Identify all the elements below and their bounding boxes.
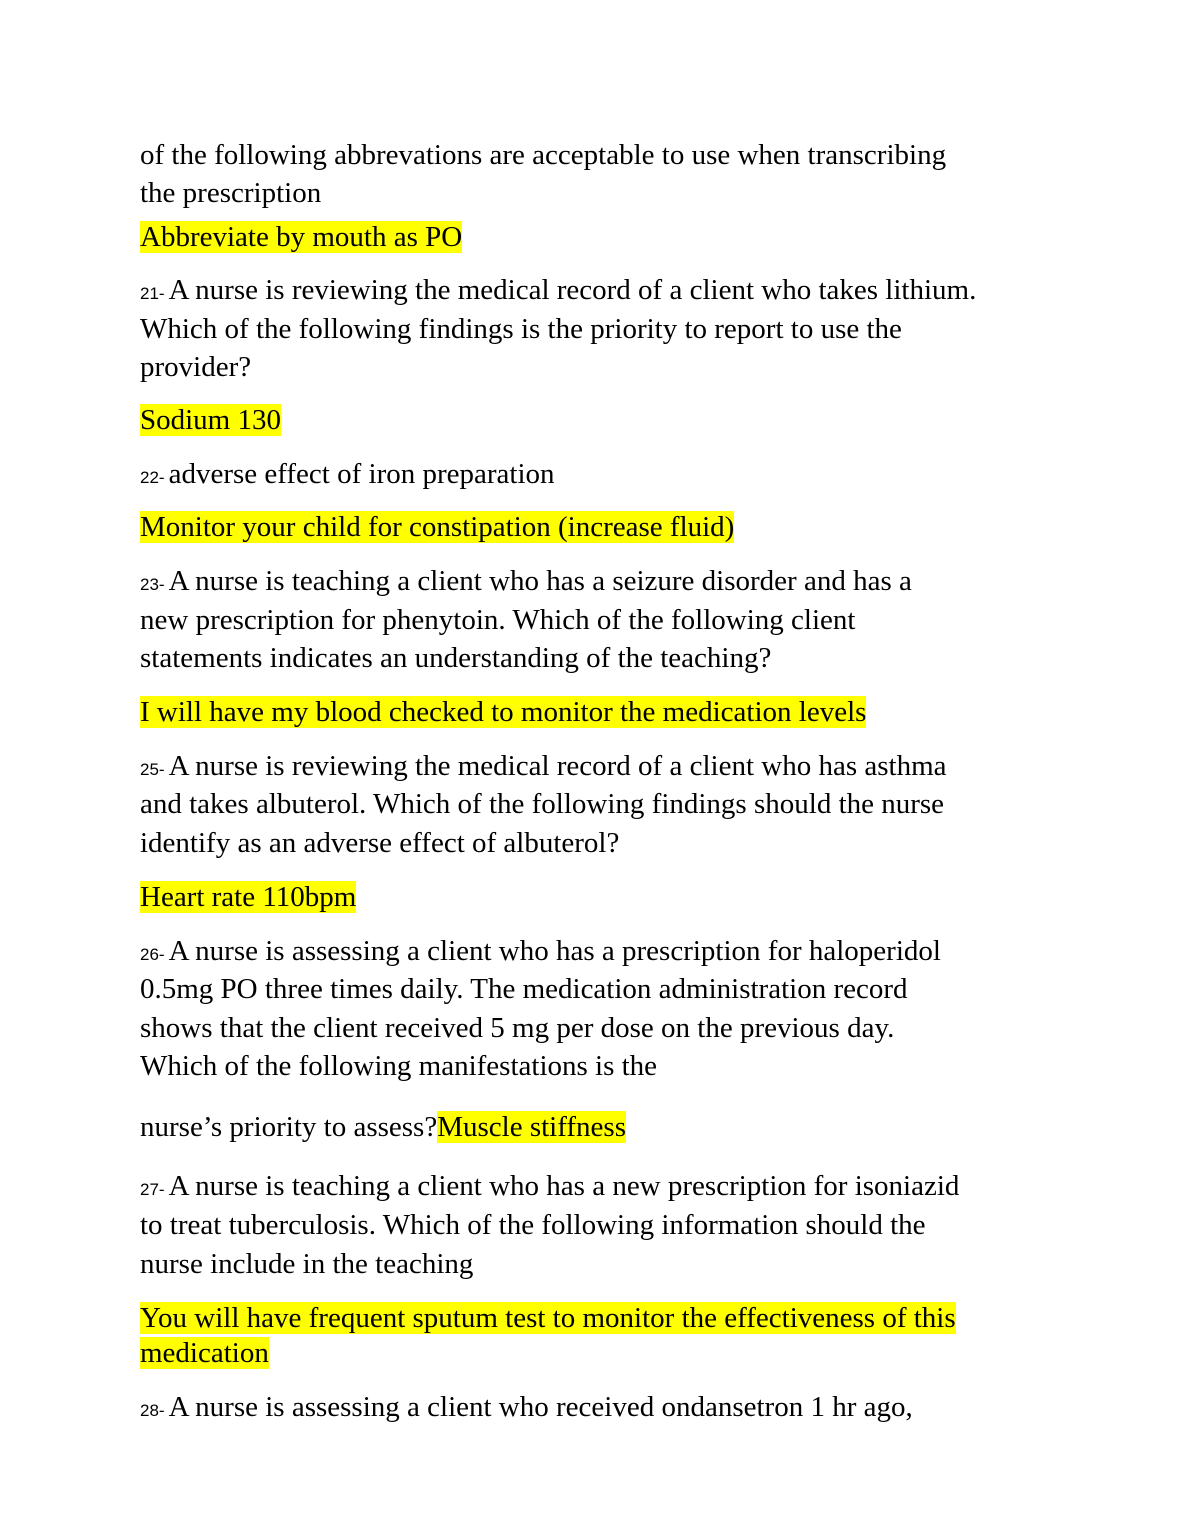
question-text: A nurse is reviewing the medical record of a client who takes lithium. (168, 274, 977, 306)
question-25-line (140, 825, 619, 861)
question-text: statements indicates an understanding of the teaching? (140, 642, 772, 674)
question-number: 22- (140, 468, 165, 487)
question-number: 27- (140, 1180, 165, 1199)
question-text: A nurse is teaching a client who has a seizure disorder and has a (168, 565, 912, 597)
question-25-answer (140, 879, 356, 915)
question-text: A nurse is teaching a client who has a new prescription for isoniazid (168, 1170, 960, 1202)
question-23-line (140, 563, 912, 603)
question-26-line (140, 1010, 894, 1046)
question-text: Which of the following findings is the priority to report to use the (140, 313, 902, 345)
question-23-line (140, 640, 771, 676)
question-27-answer (140, 1335, 269, 1371)
highlighted-answer: Abbreviate by mouth as PO (140, 221, 463, 253)
question-26-line (140, 1048, 657, 1084)
highlighted-answer: I will have my blood checked to monitor the medication levels (140, 696, 867, 728)
question-text: to treat tuberculosis. Which of the following information should the (140, 1209, 926, 1241)
question-22-answer (140, 509, 734, 545)
question-number: 28- (140, 1401, 165, 1420)
question-27-answer (140, 1300, 956, 1336)
highlighted-answer: medication (140, 1337, 269, 1369)
question-text: nurse’s priority to assess? (140, 1111, 438, 1143)
highlighted-answer: You will have frequent sputum test to monitor the effectiveness of this (140, 1302, 956, 1334)
intro-question-line (140, 175, 321, 211)
question-text: the prescription (140, 177, 322, 209)
question-23-answer (140, 694, 866, 730)
question-21-line (140, 272, 976, 312)
question-text: nurse include in the teaching (140, 1248, 474, 1280)
question-21-answer (140, 402, 281, 438)
question-number: 21- (140, 284, 165, 303)
question-text: of the following abbrevations are acceptable to use when transcribing (140, 139, 947, 171)
question-26-line (140, 1109, 626, 1145)
question-25-line (140, 786, 944, 822)
question-26-line (140, 971, 908, 1007)
question-text: A nurse is assessing a client who received ondansetron 1 hr ago, (168, 1391, 913, 1423)
question-27-line (140, 1168, 959, 1208)
question-22-line (140, 456, 555, 496)
question-number: 26- (140, 945, 165, 964)
question-number: 25- (140, 760, 165, 779)
question-text: provider? (140, 351, 252, 383)
question-text: A nurse is reviewing the medical record of a client who has asthma (168, 750, 947, 782)
question-21-line (140, 311, 902, 347)
question-21-line (140, 349, 251, 385)
highlighted-answer: Sodium 130 (140, 404, 281, 436)
question-27-line (140, 1207, 926, 1243)
question-25-line (140, 748, 947, 788)
question-number: 23- (140, 575, 165, 594)
question-text: shows that the client received 5 mg per dose on the previous day. (140, 1012, 895, 1044)
question-text: Which of the following manifestations is the (140, 1050, 658, 1082)
question-26-line (140, 933, 941, 973)
question-27-line (140, 1246, 473, 1282)
question-text: and takes albuterol. Which of the following findings should the nurse (140, 788, 945, 820)
question-text: A nurse is assessing a client who has a prescription for haloperidol (168, 935, 941, 967)
highlighted-answer: Monitor your child for constipation (increase fluid) (140, 511, 735, 543)
question-23-line (140, 602, 855, 638)
intro-answer (140, 219, 462, 255)
question-text: new prescription for phenytoin. Which of the following client (140, 604, 856, 636)
intro-question-line (140, 137, 946, 173)
question-text: adverse effect of iron preparation (168, 458, 555, 490)
question-text: 0.5mg PO three times daily. The medication administration record (140, 973, 908, 1005)
highlighted-answer: Heart rate 110bpm (140, 881, 357, 913)
highlighted-answer: Muscle stiffness (437, 1111, 626, 1143)
question-text: identify as an adverse effect of albuterol? (140, 827, 620, 859)
question-28-line (140, 1389, 913, 1429)
